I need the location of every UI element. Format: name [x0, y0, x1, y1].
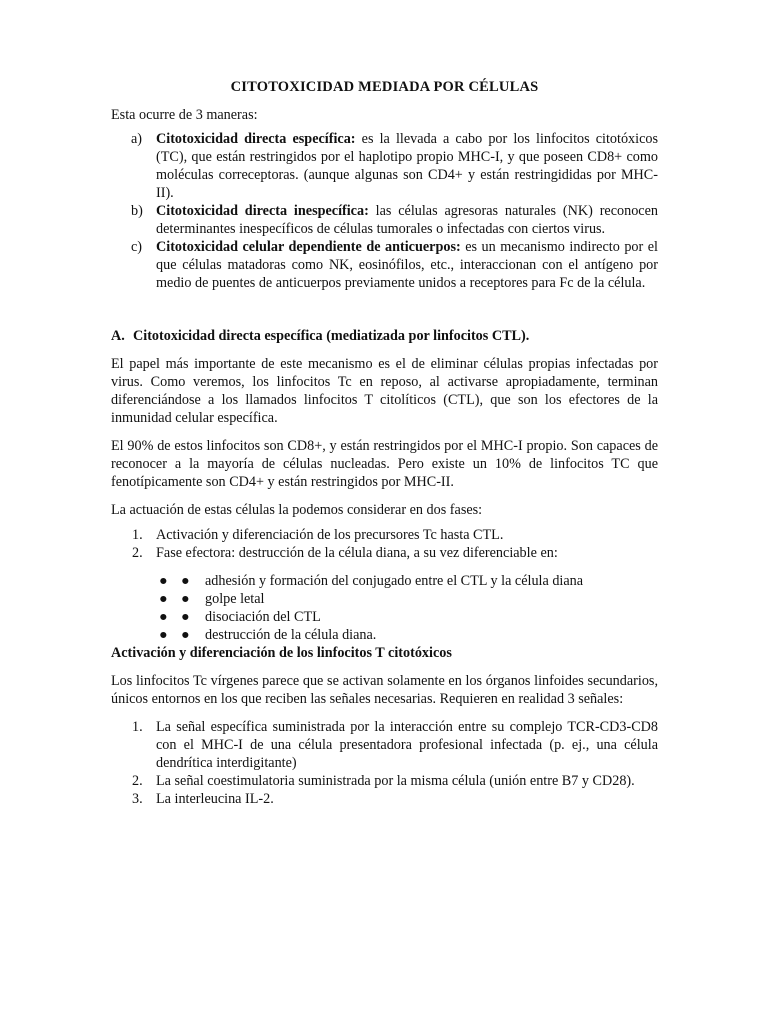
term-bold: Citotoxicidad directa inespecífica:: [156, 203, 369, 219]
ways-list: [111, 130, 658, 292]
bullet-icon: ●: [159, 627, 168, 643]
list-item-way-a: [111, 130, 658, 202]
bullet-item: [111, 572, 658, 590]
term-description: es un mecanismo indirecto por el que células matadoras como NK, eosinófilos, etc., interaccionan con el antígeno por medio de puentes de anticuerpos previamente unidos a receptores para Fc de la célula.: [156, 239, 658, 291]
list-item: [111, 718, 658, 772]
list-marker: 3.: [132, 791, 143, 807]
list-item-way-b: [111, 202, 658, 238]
term-bold: Citotoxicidad directa específica:: [156, 131, 356, 147]
list-marker: 2.: [132, 545, 143, 561]
bullet-list: [111, 572, 658, 644]
intro-text: Esta ocurre de 3 maneras:: [111, 107, 258, 123]
paragraph: Los linfocitos Tc vírgenes parece que se activan solamente en los órganos linfoides secundarios, únicos entornos en los que reciben las señales necesarias. Requieren en realidad 3 señales:: [111, 673, 658, 707]
list-item-text: La interleucina IL-2.: [156, 791, 274, 807]
bullet-icon: ●: [159, 609, 168, 625]
list-marker: 2.: [132, 773, 143, 789]
term-description: es la llevada a cabo por los linfocitos citotóxicos (TC), que están restringidos por el haplotipo propio MHC-I, y que poseen CD8+ como moléculas correceptoras. (aunque algunas son CD4+ y están restringididas por MHC-II).: [156, 131, 658, 201]
paragraph: La actuación de estas células la podemos considerar en dos fases:: [111, 502, 483, 518]
bullet-text: adhesión y formación del conjugado entre el CTL y la célula diana: [205, 573, 584, 589]
page-title: CITOTOXICIDAD MEDIADA POR CÉLULAS: [230, 79, 539, 95]
term-description: las células agresoras naturales (NK) reconocen determinantes inespecíficos de células tumorales o infectadas con ciertos virus.: [156, 203, 658, 237]
list-marker: 1.: [132, 719, 143, 735]
bullet-text: golpe letal: [205, 591, 265, 607]
list-item-text: La señal coestimulatoria suministrada por la misma célula (unión entre B7 y CD28).: [156, 773, 635, 789]
section-marker: A.: [111, 328, 125, 344]
section-heading-text: Citotoxicidad directa específica (mediatizada por linfocitos CTL).: [133, 328, 530, 344]
list-item-text: La señal específica suministrada por la interacción entre su complejo TCR-CD3-CD8 con el MHC-I de una célula presentadora profesional infectada (p. ej., una célula dendrítica interdigitante): [156, 719, 658, 771]
list-item-text: Activación y diferenciación de los precursores Tc hasta CTL.: [156, 527, 504, 543]
bullet-icon: ●: [181, 627, 190, 643]
bullet-item: [111, 590, 658, 608]
subheading: Activación y diferenciación de los linfocitos T citotóxicos: [111, 645, 452, 661]
list-marker: 1.: [132, 527, 143, 543]
bullet-item: [111, 608, 658, 626]
list-item: [111, 544, 658, 562]
phases-list: [111, 526, 658, 562]
list-item-way-c: [111, 238, 658, 292]
list-marker: b): [131, 203, 143, 219]
bullet-text: disociación del CTL: [205, 609, 321, 625]
list-marker: c): [131, 239, 143, 255]
paragraph: El papel más importante de este mecanismo es el de eliminar células propias infectadas por virus. Como veremos, los linfocitos Tc en reposo, al activarse apropiadamente, terminan diferenciándose a los llamados linfocitos T citolíticos (CTL), que son los efectores de la inmunidad celular específica.: [111, 356, 658, 426]
bullet-text: destrucción de la célula diana.: [205, 627, 377, 643]
list-marker: a): [131, 131, 143, 147]
bullet-icon: ●: [181, 573, 190, 589]
paragraph: El 90% de estos linfocitos son CD8+, y están restringidos por el MHC-I propio. Son capaces de reconocer a la mayoría de células nucleadas. Pero existe un 10% de linfocitos TC que fenotípicamente son CD4+ y están restringidos por MHC-II.: [111, 438, 658, 490]
signals-list: [111, 718, 658, 808]
list-item: [111, 526, 658, 544]
list-item: [111, 772, 658, 790]
list-item: [111, 790, 658, 808]
bullet-icon: ●: [159, 573, 168, 589]
term-bold: Citotoxicidad celular dependiente de anticuerpos:: [156, 239, 461, 255]
list-item-text: Fase efectora: destrucción de la célula diana, a su vez diferenciable en:: [156, 545, 558, 561]
document-content: [111, 78, 658, 808]
bullet-item: [111, 626, 658, 644]
bullet-icon: ●: [181, 609, 190, 625]
bullet-icon: ●: [181, 591, 190, 607]
section-a-heading: [111, 327, 658, 345]
bullet-icon: ●: [159, 591, 168, 607]
